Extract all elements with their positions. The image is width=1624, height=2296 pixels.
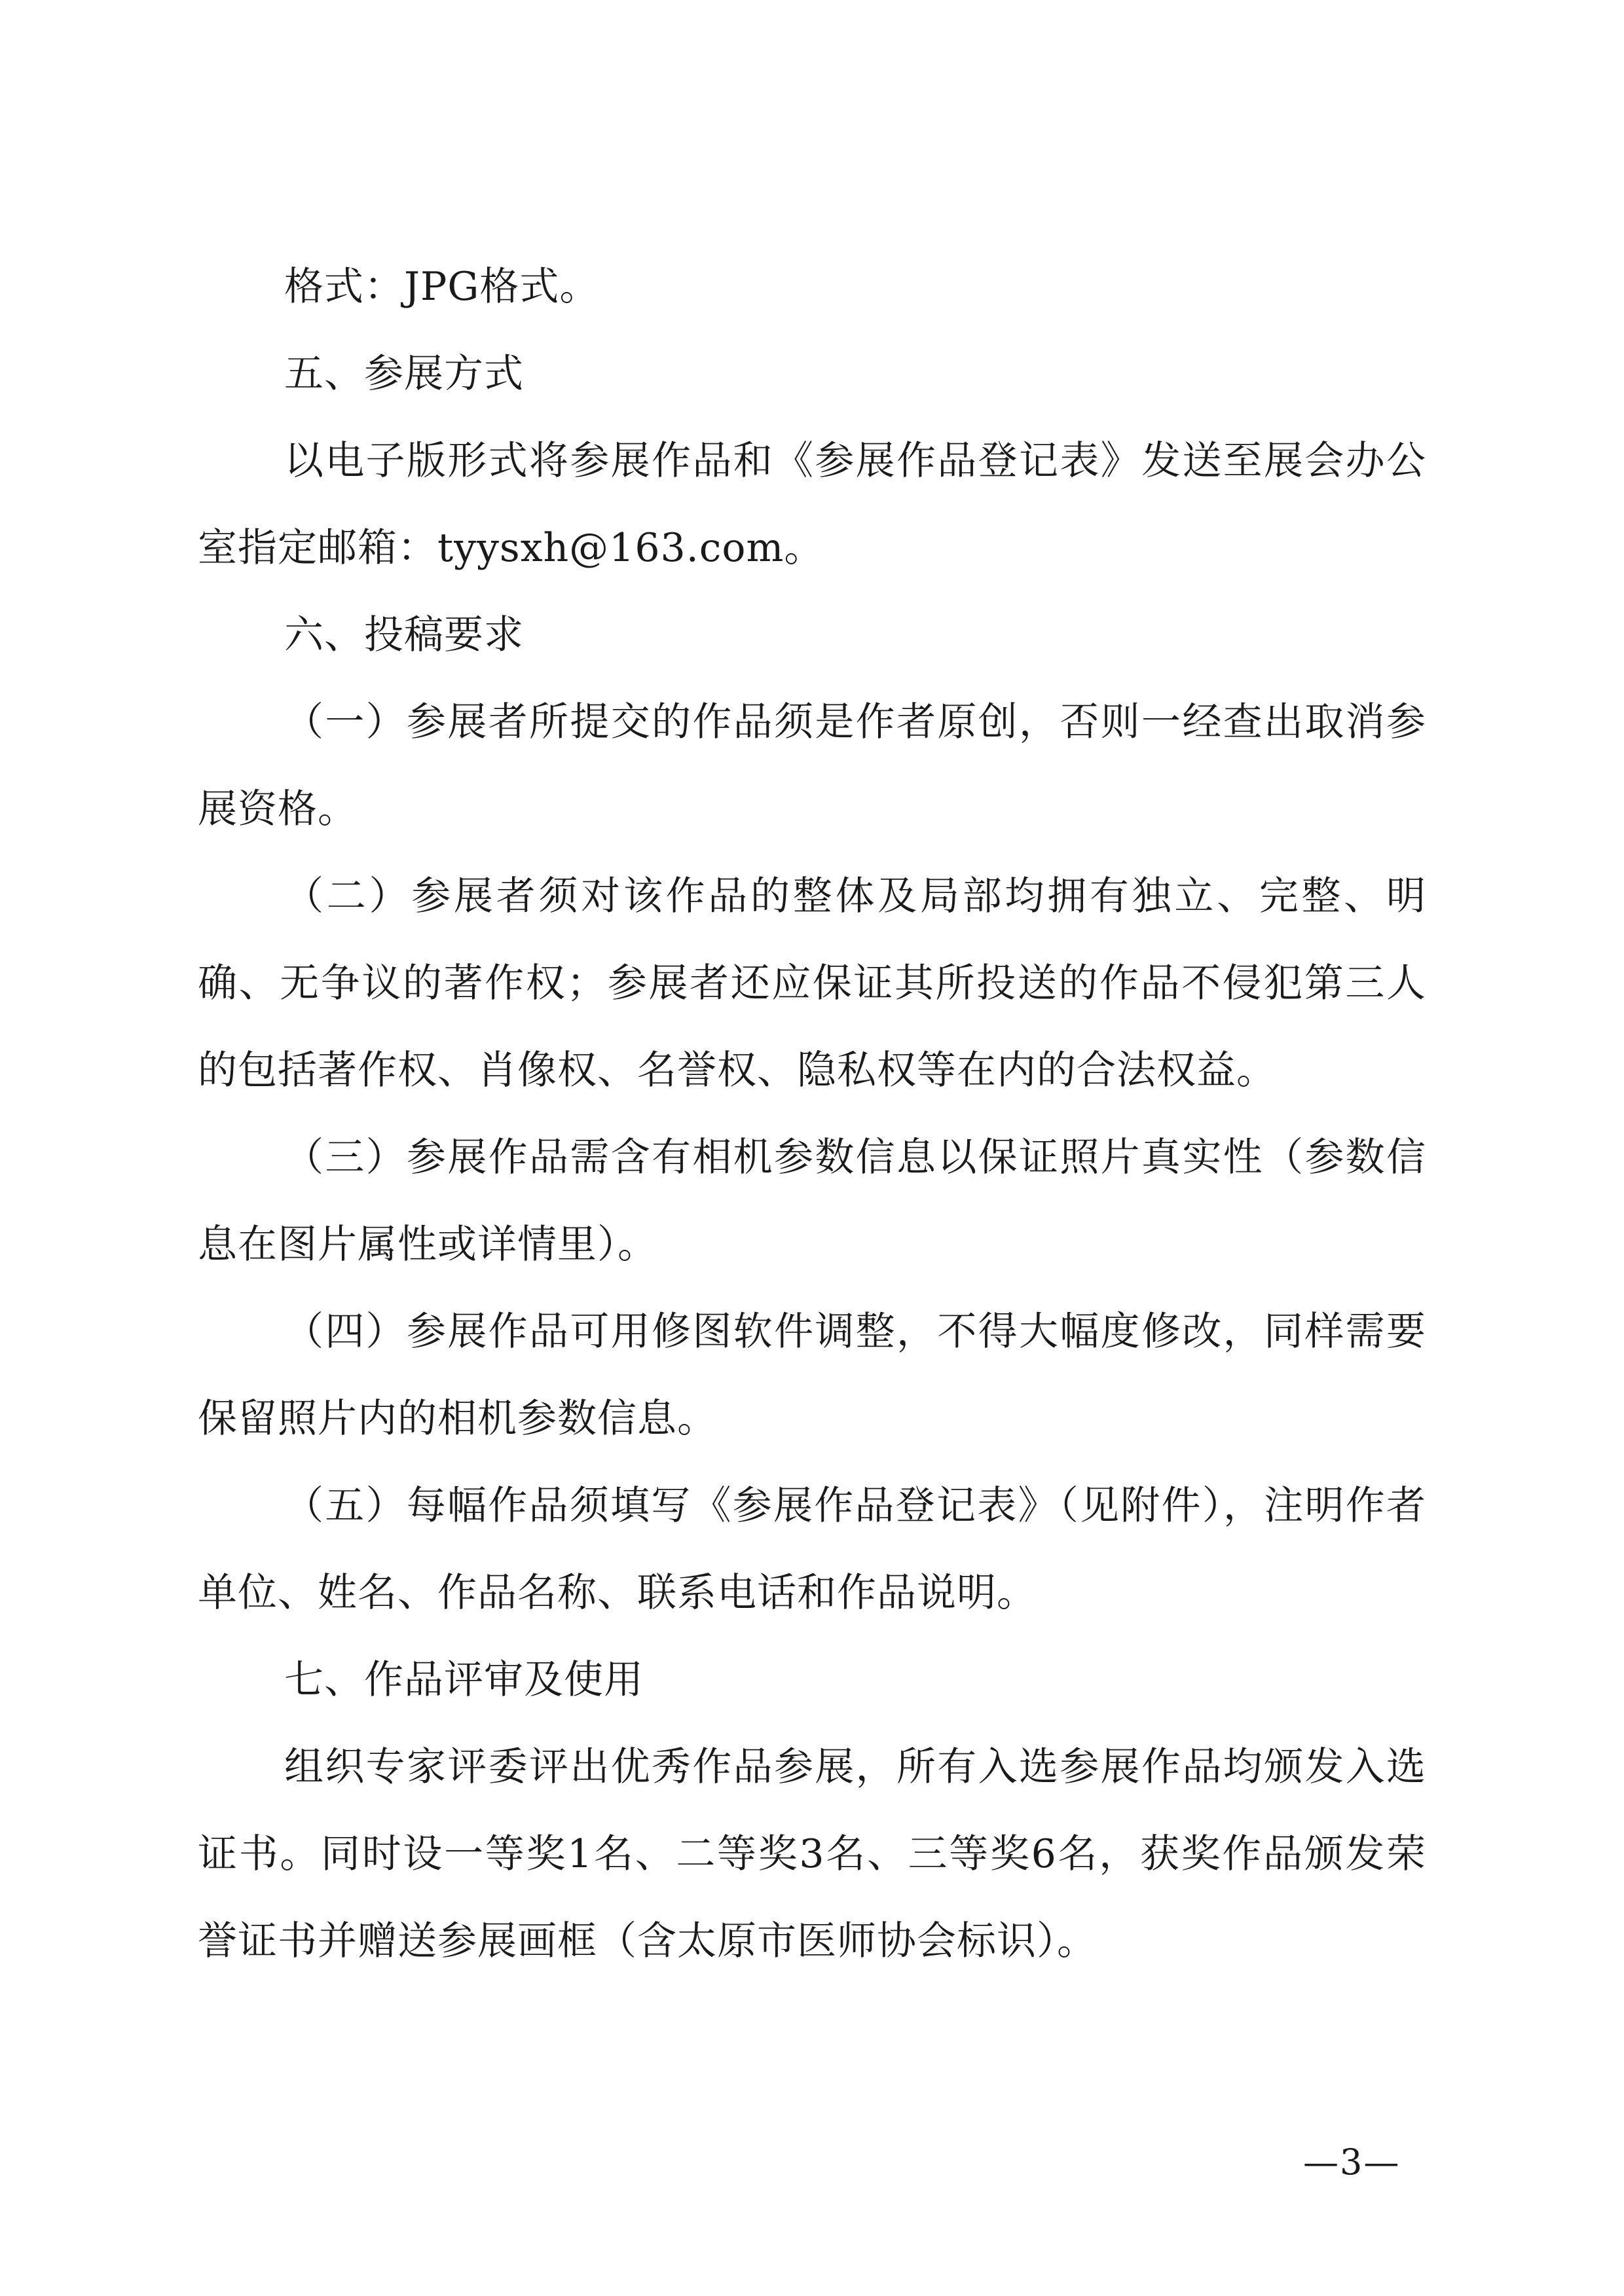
- paragraph-requirement-4: （四）参展作品可用修图软件调整，不得大幅度修改，同样需要保留照片内的相机参数信息。: [198, 1309, 1426, 1442]
- heading-section-5: 五、参展方式: [284, 351, 524, 397]
- paragraph-submission-method: 以电子版形式将参展作品和《参展作品登记表》发送至展会办公室指定邮箱：tyysxh@163.com。: [198, 438, 1426, 571]
- paragraph-requirement-5: （五）每幅作品须填写《参展作品登记表》（见附件），注明作者单位、姓名、作品名称、联系电话和作品说明。: [198, 1483, 1426, 1616]
- page-number: —3—: [1303, 2141, 1401, 2183]
- document-body: [198, 244, 1426, 1985]
- paragraph-requirement-3: （三）参展作品需含有相机参数信息以保证照片真实性（参数信息在图片属性或详情里）。: [198, 1135, 1426, 1267]
- paragraph-requirement-1: （一）参展者所提交的作品须是作者原创，否则一经查出取消参展资格。: [198, 699, 1426, 832]
- paragraph-review-and-use: 组织专家评委评出优秀作品参展，所有入选参展作品均颁发入选证书。同时设一等奖1名、二等奖3名、三等奖6名，获奖作品颁发荣誉证书并赠送参展画框（含太原市医师协会标识）。: [198, 1744, 1426, 1964]
- heading-section-7: 七、作品评审及使用: [284, 1657, 644, 1703]
- paragraph-requirement-2: （二）参展者须对该作品的整体及局部均拥有独立、完整、明确、无争议的著作权；参展者还应保证其所投送的作品不侵犯第三人的包括著作权、肖像权、名誉权、隐私权等在内的合法权益。: [198, 873, 1426, 1093]
- paragraph-format: 格式：JPG格式。: [284, 264, 600, 310]
- heading-section-6: 六、投稿要求: [284, 612, 524, 658]
